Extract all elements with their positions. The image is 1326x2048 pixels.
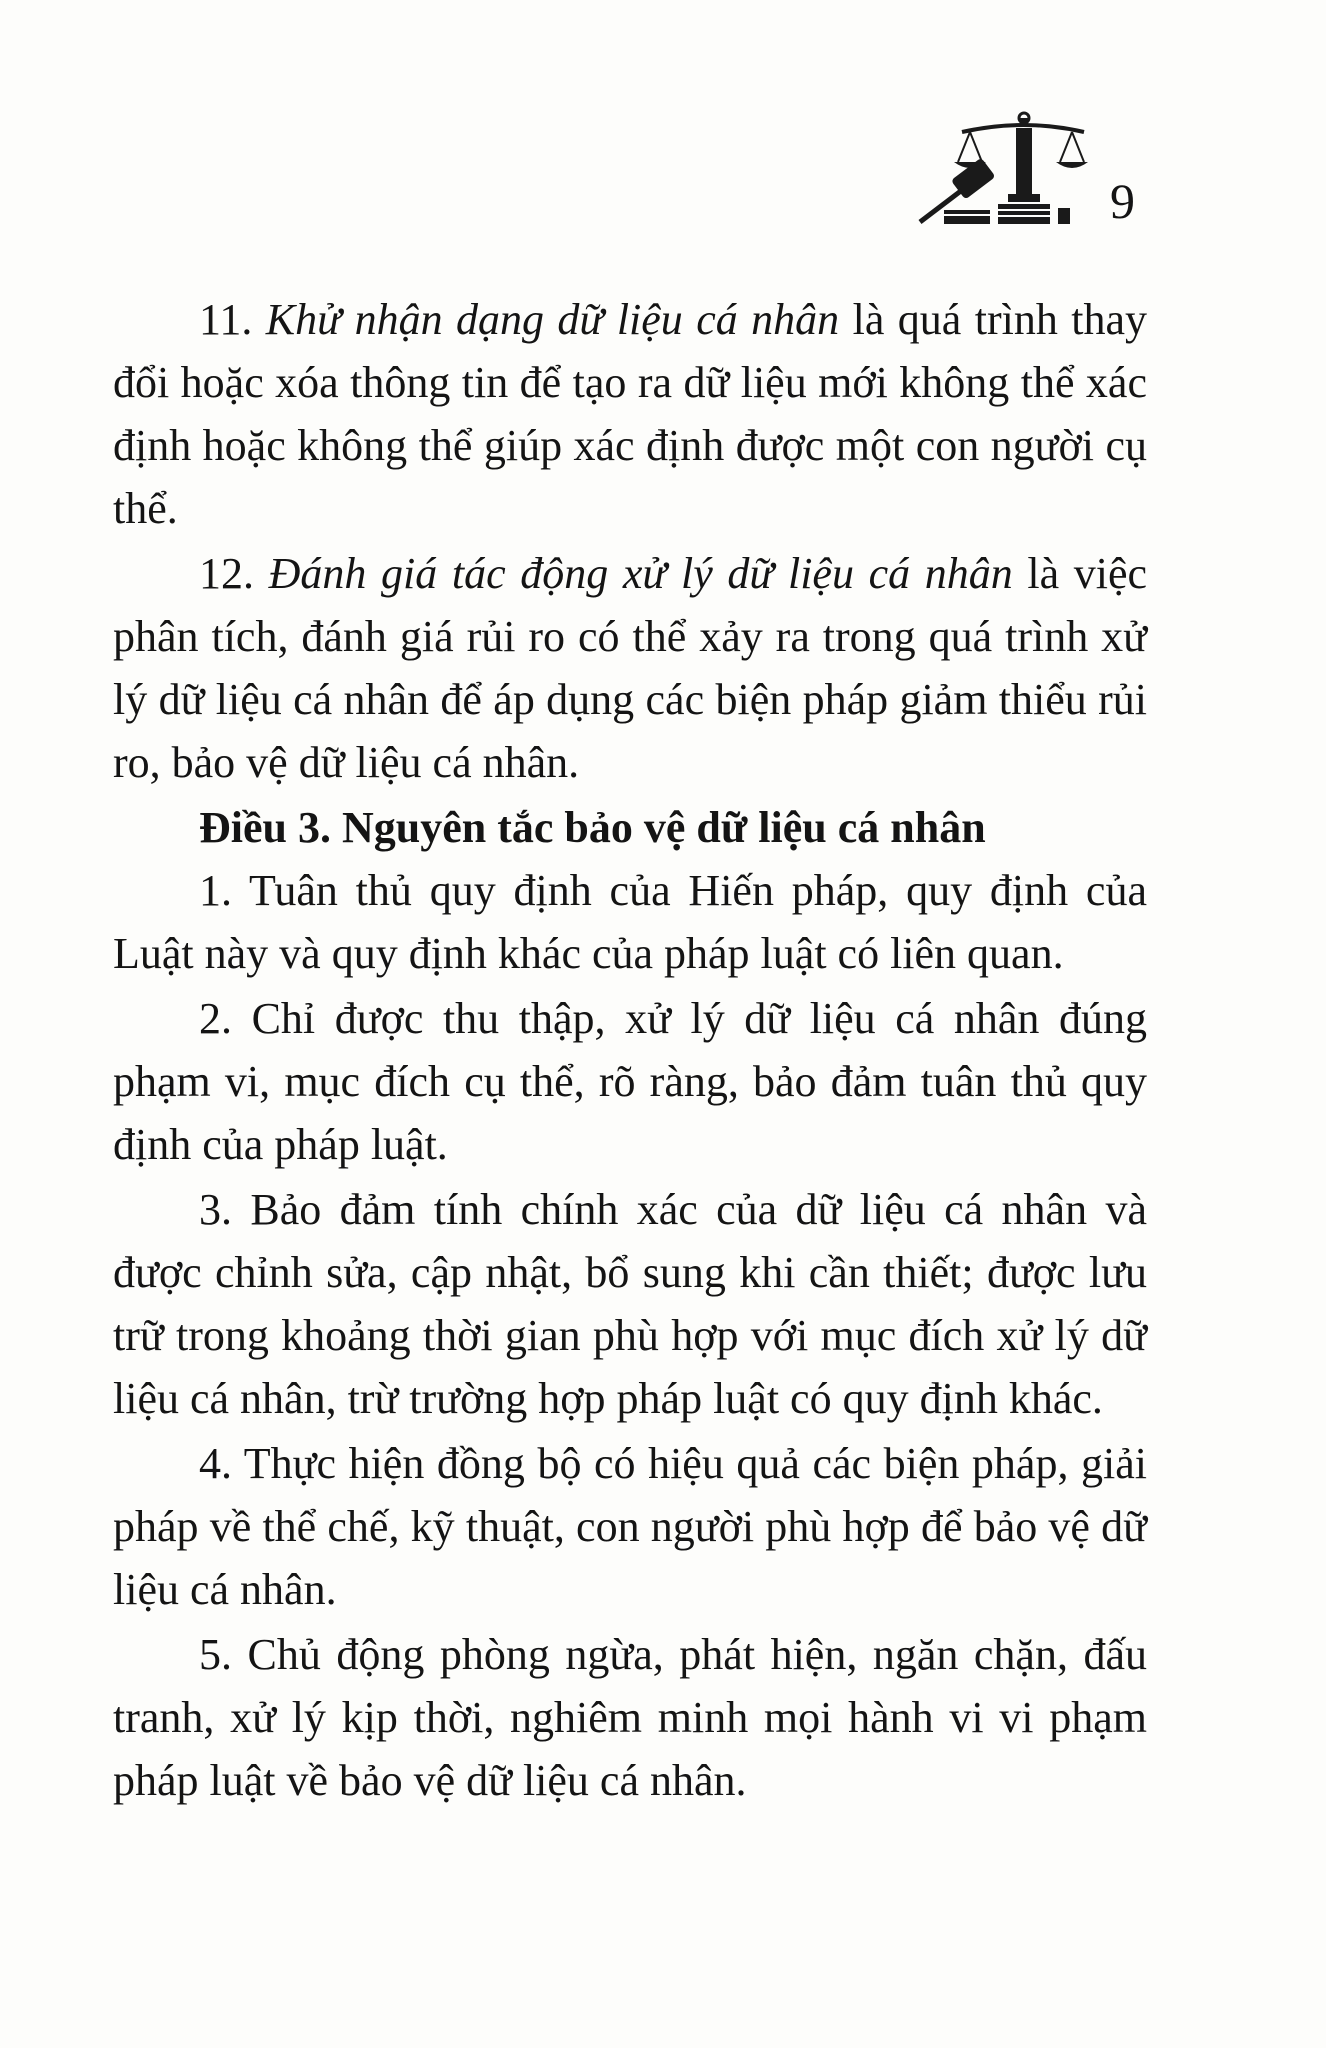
definition-text: là quá trình thay đổi hoặc xóa thông tin để tạo ra dữ liệu mới không thể xác định hoặc không thể giúp xác định được một con người cụ thể. bbox=[113, 295, 1147, 533]
article-clause-4: 4. Thực hiện đồng bộ có hiệu quả các biện pháp, giải pháp về thể chế, kỹ thuật, con người phù hợp để bảo vệ dữ liệu cá nhân. bbox=[113, 1439, 1147, 1614]
definition-number: 11. bbox=[199, 295, 253, 344]
definition-text: là việc phân tích, đánh giá rủi ro có thể xảy ra trong quá trình xử lý dữ liệu cá nhân để áp dụng các biện pháp giảm thiểu rủi ro, bảo vệ dữ liệu cá nhân. bbox=[113, 549, 1148, 787]
article-clause-2: 2. Chỉ được thu thập, xử lý dữ liệu cá nhân đúng phạm vi, mục đích cụ thể, rõ ràng, bảo đảm tuân thủ quy định của pháp luật. bbox=[113, 994, 1147, 1169]
page-header bbox=[0, 110, 1326, 230]
scales-of-justice-and-gavel-icon bbox=[912, 110, 1102, 230]
definition-12 bbox=[113, 542, 1147, 794]
page-number: 9 bbox=[1110, 173, 1135, 229]
article-clause-5: 5. Chủ động phòng ngừa, phát hiện, ngăn chặn, đấu tranh, xử lý kịp thời, nghiêm minh mọi hành vi vi phạm pháp luật về bảo vệ dữ liệu cá nhân. bbox=[113, 1630, 1147, 1805]
article-heading: Điều 3. Nguyên tắc bảo vệ dữ liệu cá nhân bbox=[199, 803, 986, 852]
definition-number: 12. bbox=[199, 549, 254, 598]
page-content bbox=[113, 288, 1147, 1812]
definition-11 bbox=[113, 288, 1147, 540]
definition-term: Khử nhận dạng dữ liệu cá nhân bbox=[265, 295, 840, 344]
article-clause-3: 3. Bảo đảm tính chính xác của dữ liệu cá nhân và được chỉnh sửa, cập nhật, bổ sung khi cần thiết; được lưu trữ trong khoảng thời gian phù hợp với mục đích xử lý dữ liệu cá nhân, trừ trường hợp pháp luật có quy định khác. bbox=[113, 1185, 1147, 1423]
article-clause-1: 1. Tuân thủ quy định của Hiến pháp, quy định của Luật này và quy định khác của pháp luật có liên quan. bbox=[113, 866, 1147, 978]
definition-term: Đánh giá tác động xử lý dữ liệu cá nhân bbox=[268, 549, 1013, 598]
